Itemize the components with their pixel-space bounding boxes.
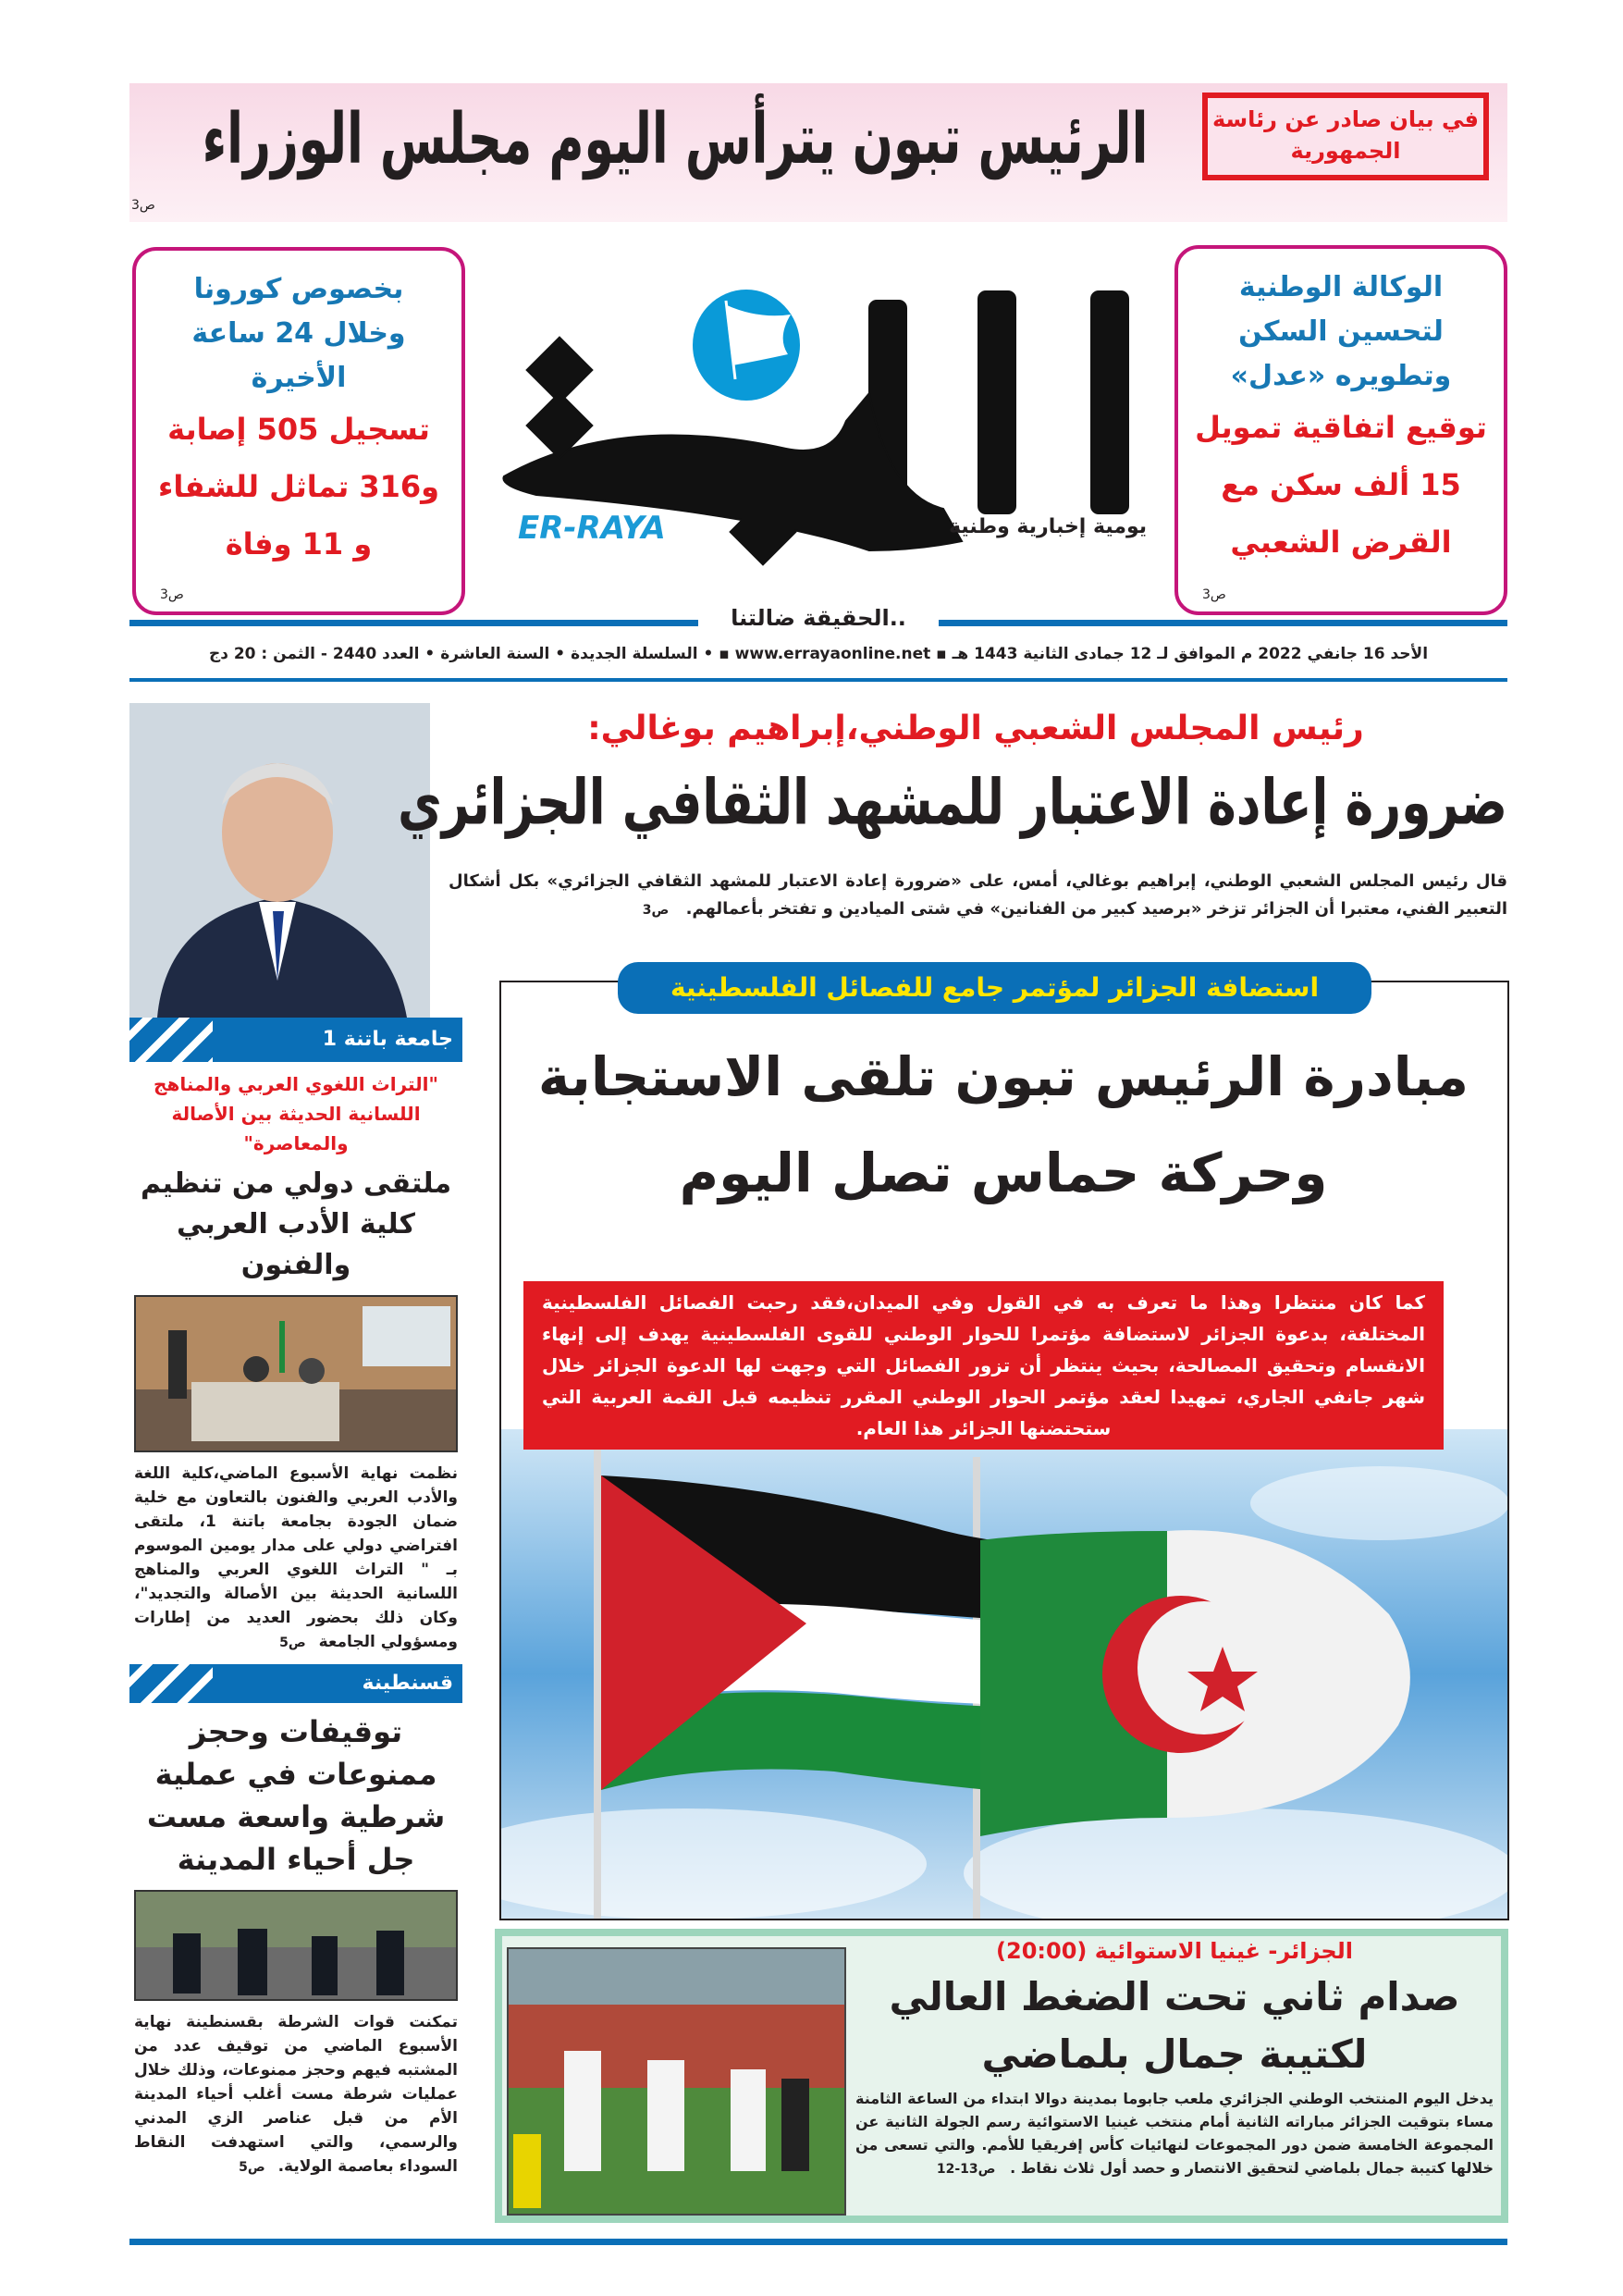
boughali-photo	[129, 703, 430, 1018]
stripes-decoration	[129, 1664, 213, 1703]
batna-quote: "التراث اللغوي العربي والمناهج اللسانية الحديثة بين الأصالة والمعاصرة"	[154, 1073, 438, 1154]
housing-intro-3: وتطويره «عدل»	[1230, 360, 1452, 392]
stripes-decoration	[129, 1018, 213, 1062]
bottom-divider	[129, 2239, 1507, 2245]
palestine-label: استضافة الجزائر لمؤتمر جامع للفصائل الفلسطينية	[618, 962, 1371, 1014]
corona-stat-cases: تسجيل 505 إصابة	[167, 412, 430, 447]
palestine-headline-line-2: وحركة حماس تصل اليوم	[679, 1142, 1328, 1204]
palestine-body: كما كان منتظرا وهذا ما تعرف به في القول وفي الميدان،فقد رحبت الفصائل الفلسطينية المختلفة، بدعوة الجزائر لاستضافة مؤتمرا للحوار الوطني للقوى الفلسطينية يهدف إلى إنهاء الانقسام وتحقيق المصالحة، بحيث ينتظر أن تزور الفصائل التي وجهت لها الدعوة الجزائر خلال شهر جانفي الجاري، تمهيدا لعقد مؤتمر الحوار الوطني المقرر تنظيمه قبل القمة العربية التي ستحتضنها الجزائر هذا العام.	[523, 1281, 1444, 1450]
sports-photo	[507, 1947, 846, 2216]
sports-text	[855, 2087, 1494, 2181]
constantine-label-text: قسنطينة	[362, 1672, 453, 1695]
constantine-text	[134, 2010, 458, 2179]
batna-photo	[134, 1295, 458, 1452]
batna-text	[134, 1462, 458, 1655]
constantine-photo	[134, 1890, 458, 2001]
housing-intro-1: الوكالة الوطنية	[1238, 271, 1444, 303]
corona-page-ref: ص3	[160, 587, 184, 602]
constantine-body: تمكنت قوات الشرطة بقسنطينة نهاية الأسبوع الماضي من توقيف عدد من المشتبه فيهم وحجز ممنوعات، وذلك خلال عمليات شرطة مست أغلب أحياء المدينة الأم من قبل عناصر الزي المدني والرسمي، والتي استهدفت النقاط السوداء بعاصمة الولاية.	[134, 2013, 458, 2176]
banner-headline[interactable]: الرئيس تبون يترأس اليوم مجلس الوزراء	[202, 100, 1149, 180]
housing-headline-1: توقيع اتفاقية تمويل	[1195, 410, 1487, 445]
sports-kicker: الجزائر- غينيا الاستوائية (20:00)	[996, 1938, 1353, 1964]
constantine-section-label	[129, 1664, 462, 1703]
batna-page-ref: ص5	[279, 1636, 306, 1650]
sports-headline-line-2: لكتيبة جمال بلماضي	[981, 2031, 1368, 2077]
constantine-headline[interactable]: توقيفات وحجز ممنوعات في عملية شرطية واسعة مست جل أحياء المدينة	[146, 1714, 446, 1877]
palestine-algeria-flags-image	[501, 1429, 1507, 1919]
palestine-headline[interactable]	[504, 1029, 1503, 1221]
divider	[129, 620, 698, 626]
logo-latin: ER-RAYA	[518, 510, 666, 547]
banner-page-ref: ص3	[131, 198, 155, 213]
football-players-image	[509, 1949, 844, 2214]
batna-section-label	[129, 1018, 462, 1062]
tagline: ..الحقيقة ضالتنا	[731, 605, 906, 631]
portrait-image	[129, 703, 430, 1018]
boughali-kicker: رئيس المجلس الشعبي الوطني،إبراهيم بوغالي:	[587, 710, 1364, 747]
housing-page-ref: ص3	[1202, 587, 1226, 602]
left-column	[129, 1018, 462, 2179]
sports-headline-line-1: صدام ثاني تحت الضغط العالي	[889, 1974, 1460, 2019]
boughali-page-ref: ص3	[642, 903, 670, 918]
divider	[939, 620, 1507, 626]
boughali-headline[interactable]: ضرورة إعادة الاعتبار للمشهد الثقافي الجزائري	[398, 767, 1507, 840]
boughali-text	[449, 868, 1507, 924]
flags-photo	[501, 1429, 1507, 1919]
housing-box[interactable]	[1174, 245, 1507, 615]
sports-body: يدخل اليوم المنتخب الوطني الجزائري ملعب جابوما بمدينة دوالا ابتداء من الساعة الثامنة مساء بتوقيت الجزائر مباراته الثانية أمام منتخب غينيا الاستوائية رسم الجولة الثانية عن المجموعة الخامسة ضمن دور المجموعات لنهائيات كأس إفريقيا للأمم. والتي تسعى من خلالها كتيبة جمال بلماضي لتحقيق الانتصار و حصد أول ثلاث نقاط .	[855, 2090, 1494, 2177]
conference-image	[136, 1297, 456, 1450]
masthead-logo[interactable]	[481, 273, 1147, 578]
housing-headline-3: القرض الشعبي	[1230, 525, 1452, 560]
housing-intro-2: لتحسين السكن	[1238, 315, 1444, 348]
police-image	[136, 1892, 456, 1999]
batna-label-text: جامعة باتنة 1	[322, 1028, 453, 1051]
corona-box[interactable]	[132, 247, 465, 615]
corona-stat-deaths: و 11 وفاة	[225, 526, 373, 562]
boughali-body: قال رئيس المجلس الشعبي الوطني، إبراهيم بوغالي، أمس، على «ضرورة إعادة الاعتبار للمشهد الثقافي الجزائري» بكل أشكال التعبير الفني، معتبرا أن الجزائر تزخر «برصيد كبير من الفنانين» في شتى الميادين و تفتخر بأعمالهم.	[449, 871, 1507, 919]
corona-intro-2: وخلال 24 ساعة	[191, 317, 406, 350]
constantine-page-ref: ص5	[239, 2160, 265, 2175]
housing-headline-2: 15 ألف سكن مع	[1221, 467, 1461, 502]
batna-body: نظمت نهاية الأسبوع الماضي،كلية اللغة والأدب العربي والفنون بالتعاون مع خلية ضمان الجودة بجامعة باتنة 1، ملتقى افتراضي دولي على مدار يومين الموسوم بـ " التراث اللغوي العربي والمناهج اللسانية الحديثة بين الأصالة والتجديد"، وكان ذلك بحضور العديد من إطارات ومسؤولي الجامعة	[134, 1464, 458, 1651]
sports-page-ref: ص13-12	[936, 2162, 996, 2177]
sports-headline[interactable]	[855, 1969, 1494, 2083]
banner-kicker-box: في بيان صادر عن رئاسة الجمهورية	[1202, 93, 1489, 180]
batna-headline[interactable]: ملتقى دولي من تنظيم كلية الأدب العربي والفنون	[140, 1167, 452, 1281]
corona-stat-recovered: و316 تماثل للشفاء	[157, 469, 440, 504]
logo-descriptor: يومية إخبارية وطنية	[949, 515, 1147, 538]
palestine-headline-line-1: مبادرة الرئيس تبون تلقى الاستجابة	[537, 1045, 1469, 1108]
dateline: الأحد 16 جانفي 2022 م الموافق لـ 12 جمادى الثانية 1443 هـ ▪ www.errayaonline.net ▪ • السلسلة الجديدة • السنة العاشرة • العدد 2440 - الثمن : 20 دج	[208, 645, 1429, 663]
corona-intro-3: الأخيرة	[251, 362, 347, 394]
corona-intro-1: بخصوص كورونا	[193, 273, 404, 305]
divider	[129, 678, 1507, 682]
